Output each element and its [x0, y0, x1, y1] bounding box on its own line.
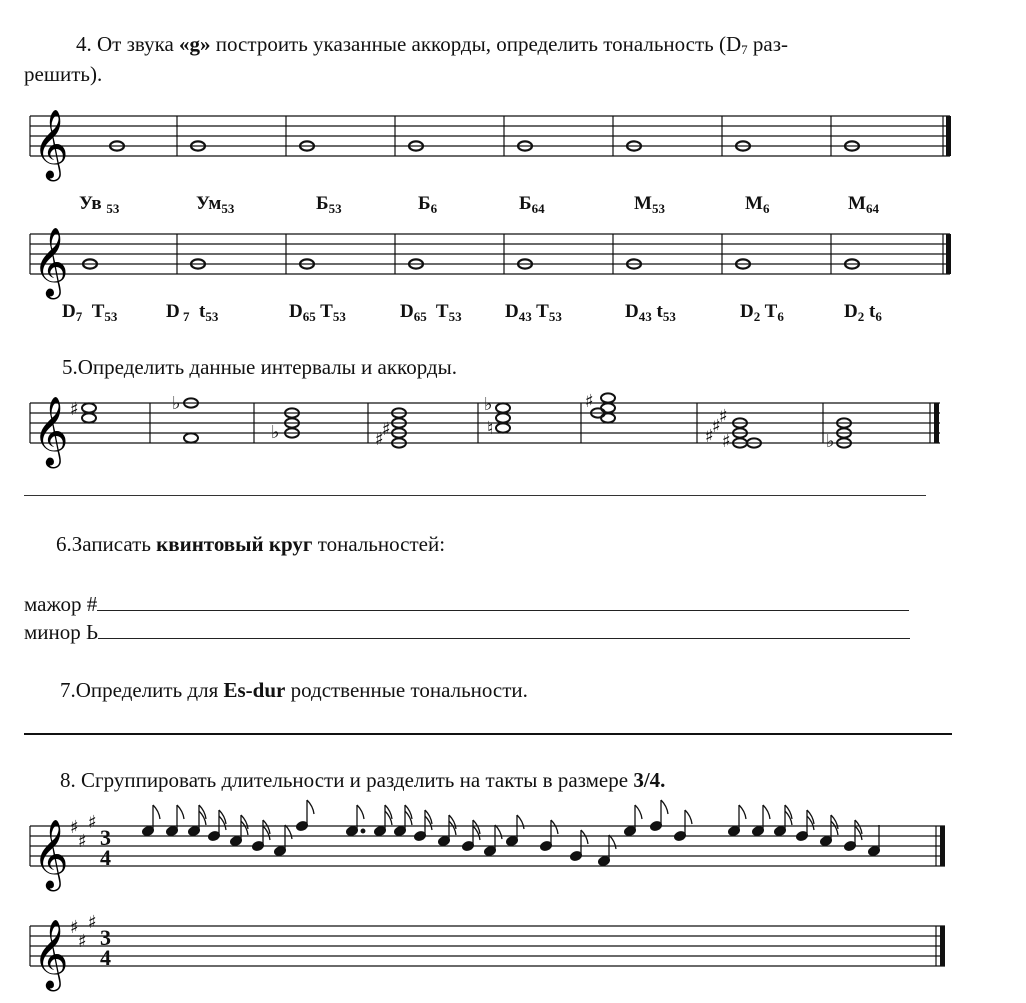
- svg-text:♭: ♭: [172, 393, 181, 414]
- function-label: $D_2$ $T_6$: [740, 301, 784, 324]
- function-label: $D_{43}$ $T_{53}$: [505, 301, 562, 324]
- svg-text:♮: ♮: [487, 418, 494, 439]
- time-signature: [100, 925, 111, 970]
- minor-circle-line[interactable]: минор Ь: [24, 620, 910, 645]
- note-flag: [661, 800, 668, 814]
- function-label: $D_7$ $T_{53}$: [62, 301, 118, 324]
- chord-label: $Б_{64}$: [519, 193, 545, 216]
- staff-5[interactable]: [0, 906, 1026, 996]
- svg-text:♯: ♯: [78, 931, 87, 952]
- note-flag: [685, 810, 692, 824]
- svg-text:♯: ♯: [70, 917, 79, 938]
- note-flag: [495, 825, 502, 839]
- treble-clef-icon: 𝄞: [33, 919, 69, 989]
- treble-clef-icon: 𝄞: [33, 227, 69, 297]
- note-flag: [285, 825, 292, 839]
- note-flag: [739, 805, 746, 819]
- svg-text:♭: ♭: [271, 422, 280, 443]
- staff-4: [0, 806, 1026, 896]
- treble-clef-icon: 𝄞: [33, 396, 69, 466]
- svg-text:♯: ♯: [585, 391, 594, 412]
- note-flag: [357, 805, 364, 819]
- task4-heading-line2: решить).: [24, 62, 103, 86]
- svg-text:♯: ♯: [712, 416, 721, 437]
- chord-label: $М_6$: [745, 193, 770, 216]
- note-flag: [517, 815, 524, 829]
- svg-text:♯: ♯: [719, 406, 728, 427]
- task5-heading: 5.Определить данные интервалы и аккорды.: [62, 355, 457, 379]
- svg-text:♯: ♯: [375, 429, 384, 450]
- answer-line[interactable]: [24, 733, 952, 735]
- svg-text:♯: ♯: [382, 419, 391, 440]
- svg-text:♯: ♯: [78, 831, 87, 852]
- function-label: $D_{65}$ $T_{53}$: [289, 301, 346, 324]
- note-flag: [635, 805, 642, 819]
- svg-text:♯: ♯: [722, 431, 731, 452]
- note-flag: [153, 805, 160, 819]
- note-flag: [307, 800, 314, 814]
- function-label: $D_2$ $t_6$: [844, 301, 882, 324]
- chord-label: $Ум_{53}$: [196, 193, 235, 216]
- major-circle-line[interactable]: мажор #: [24, 592, 909, 617]
- task8-heading: 8. Сгруппировать длительности и разделить на такты в размере 3/4.: [60, 768, 666, 792]
- svg-text:3: 3: [100, 925, 111, 950]
- note-flag: [551, 820, 558, 834]
- chord-label: $М_{53}$: [634, 193, 665, 216]
- chord-label: $Б_6$: [418, 193, 438, 216]
- function-label: D $_7$ $t_{53}$: [166, 301, 219, 324]
- svg-text:♭: ♭: [826, 431, 835, 452]
- svg-text:♯: ♯: [88, 812, 97, 833]
- svg-text:3: 3: [100, 825, 111, 850]
- chord-label: Ув $_{53}$: [79, 193, 120, 216]
- time-signature: [100, 825, 111, 870]
- staff-1: [0, 96, 1026, 186]
- chord-label: $Б_{53}$: [316, 193, 342, 216]
- note-g: «g»: [179, 32, 211, 56]
- svg-text:4: 4: [100, 845, 111, 870]
- svg-text:♯: ♯: [70, 399, 79, 420]
- treble-clef-icon: 𝄞: [33, 819, 69, 889]
- task7-heading: 7.Определить для Es-dur родственные тональности.: [60, 678, 528, 702]
- treble-clef-icon: 𝄞: [33, 109, 69, 179]
- staff-2: [0, 214, 1026, 304]
- dot: [361, 829, 365, 833]
- svg-text:4: 4: [100, 945, 111, 970]
- svg-text:♯: ♯: [88, 912, 97, 933]
- divider: [24, 495, 926, 496]
- task4-heading: 4. От звука «g» построить указанные аккорды, определить тональность ($D_7$ раз-: [76, 32, 789, 57]
- note-flag: [763, 805, 770, 819]
- note-flag: [609, 835, 616, 849]
- svg-text:♯: ♯: [705, 426, 714, 447]
- task6-heading: 6.Записать квинтовый круг тональностей:: [56, 532, 446, 556]
- staff-3: [0, 383, 1026, 473]
- note-flag: [581, 830, 588, 844]
- svg-text:♯: ♯: [70, 817, 79, 838]
- svg-text:♭: ♭: [484, 394, 493, 415]
- function-label: $D_{43}$ $t_{53}$: [625, 301, 676, 324]
- note-flag: [177, 805, 184, 819]
- function-label: $D_{65}$ $T_{53}$: [400, 301, 462, 324]
- chord-label: $М_{64}$: [848, 193, 879, 216]
